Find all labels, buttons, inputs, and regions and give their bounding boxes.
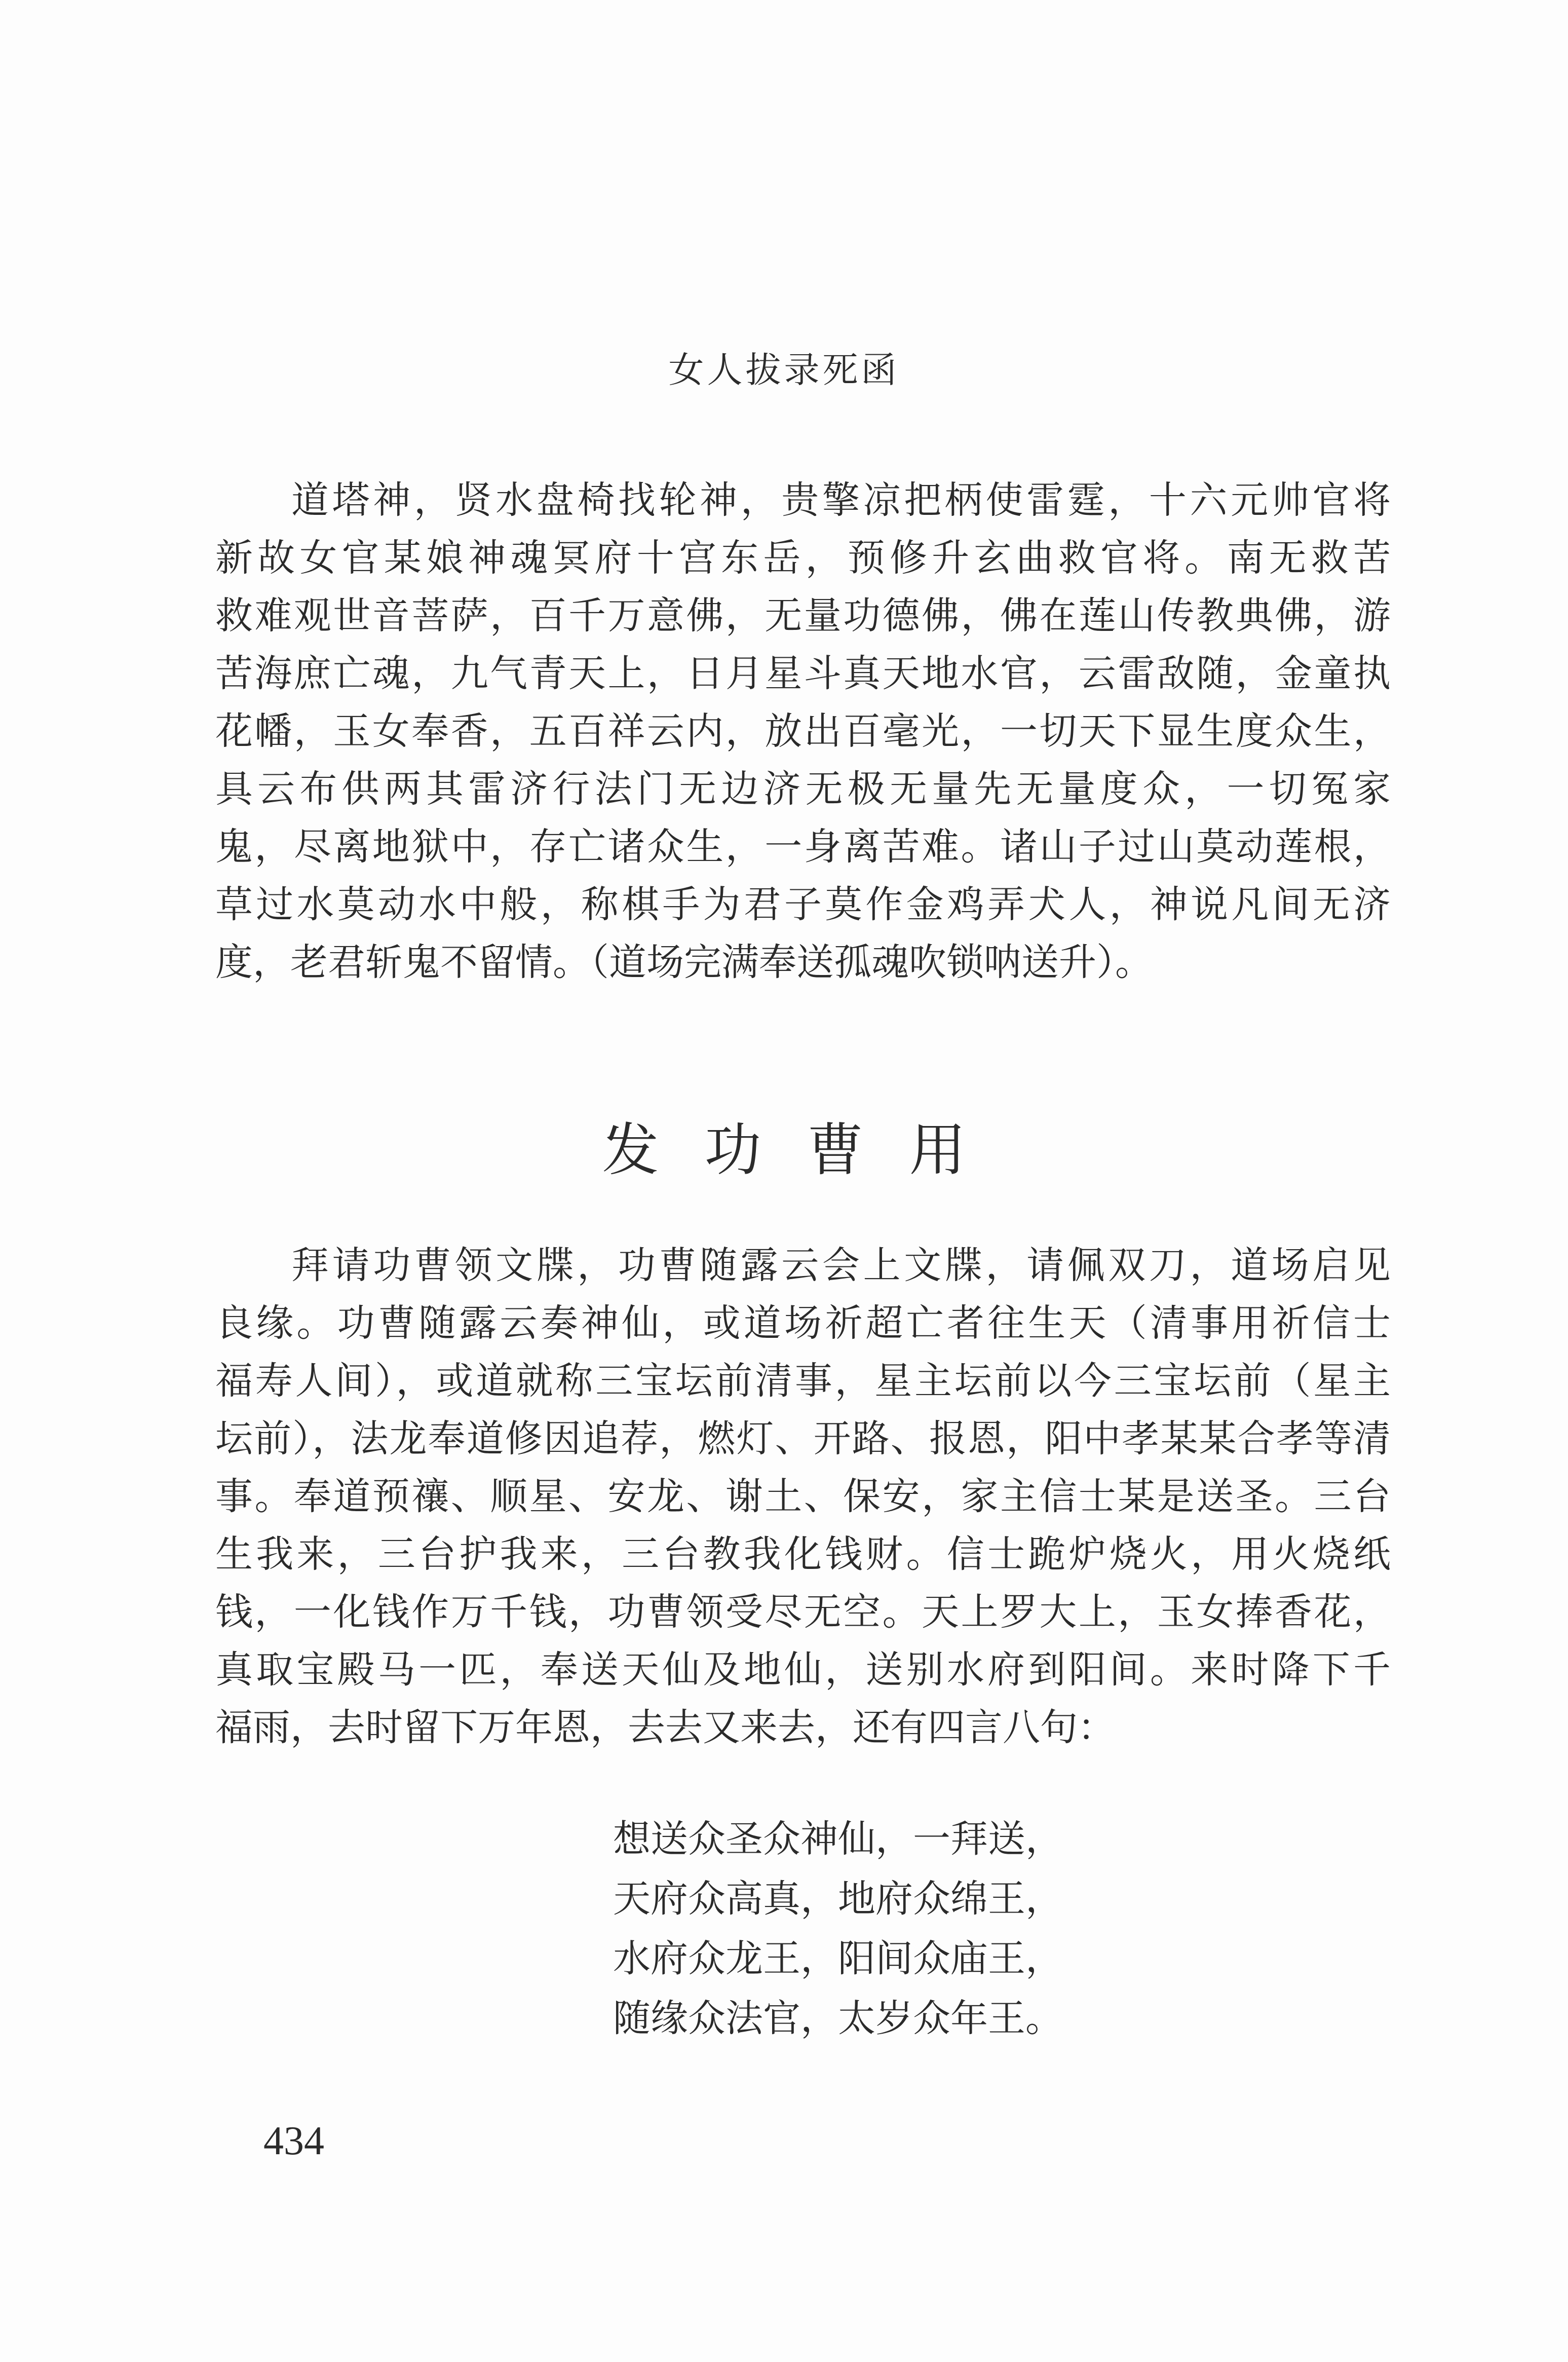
paragraph-line: 福雨，去时留下万年恩，去去又来去，还有四言八句： <box>215 1706 1115 1749</box>
paragraph-line: 花幡，玉女奉香，五百祥云内，放出百毫光，一切天下显生度众生， <box>215 709 1391 753</box>
paragraph-line: 真取宝殿马一匹，奉送天仙及地仙，送别水府到阳间。来时降下千 <box>215 1648 1391 1692</box>
paragraph-line: 事。奉道预禳、顺星、安龙、谢土、保安，家主信士某是送圣。三台 <box>215 1475 1391 1518</box>
paragraph-line: 苦海庶亡魂，九气青天上，日月星斗真天地水官，云雷敌随，金童执 <box>215 652 1391 695</box>
paragraph-line: 鬼，尽离地狱中，存亡诸众生，一身离苦难。诸山子过山莫动莲根， <box>215 825 1391 869</box>
paragraph-1 <box>215 471 1391 991</box>
verse-line: 想送众圣众神仙，一拜送， <box>613 1817 1063 1861</box>
page-number: 434 <box>263 2119 324 2163</box>
paragraph-line: 坛前），法龙奉道修因追荐，燃灯、开路、报恩，阳中孝某某合孝等清 <box>215 1417 1391 1460</box>
verse-line: 天府众高真，地府众绵王， <box>613 1877 1063 1921</box>
main-heading: 发功曹用 <box>602 1117 1012 1183</box>
paragraph-line: 福寿人间），或道就称三宝坛前清事，星主坛前以今三宝坛前（星主 <box>215 1359 1391 1403</box>
paragraph-line: 度，老君斩鬼不留情。（道场完满奉送孤魂吹锁呐送升）。 <box>215 941 1153 984</box>
verse-block <box>613 1809 1063 2048</box>
paragraph-2 <box>215 1236 1391 1756</box>
verse-line: 随缘众法官，太岁众年王。 <box>613 1997 1063 2040</box>
verse-line: 水府众龙王，阳间众庙王， <box>613 1937 1063 1980</box>
section-title: 女人拔录死函 <box>668 349 900 391</box>
paragraph-line: 新故女官某娘神魂冥府十宫东岳，预修升玄曲救官将。南无救苦 <box>215 536 1391 580</box>
paragraph-line: 钱，一化钱作万千钱，功曹领受尽无空。天上罗大上，玉女捧香花， <box>215 1590 1391 1634</box>
paragraph-line: 救难观世音菩萨，百千万意佛，无量功德佛，佛在莲山传教典佛，游 <box>215 594 1391 638</box>
paragraph-line: 良缘。功曹随露云奏神仙，或道场祈超亡者往生天（清事用祈信士 <box>215 1301 1391 1345</box>
paragraph-line: 道塔神，贤水盘椅找轮神，贵擎凉把柄使雷霆，十六元帅官将 <box>291 478 1391 522</box>
paragraph-line: 拜请功曹领文牒，功曹随露云会上文牒，请佩双刀，道场启见 <box>291 1244 1391 1287</box>
paragraph-line: 草过水莫动水中般，称棋手为君子莫作金鸡弄犬人，神说凡间无济 <box>215 883 1391 926</box>
paragraph-line: 生我来，三台护我来，三台教我化钱财。信士跪炉烧火，用火烧纸 <box>215 1532 1391 1576</box>
paragraph-line: 具云布供两其雷济行法门无边济无极无量先无量度众，一切冤家 <box>215 767 1391 811</box>
